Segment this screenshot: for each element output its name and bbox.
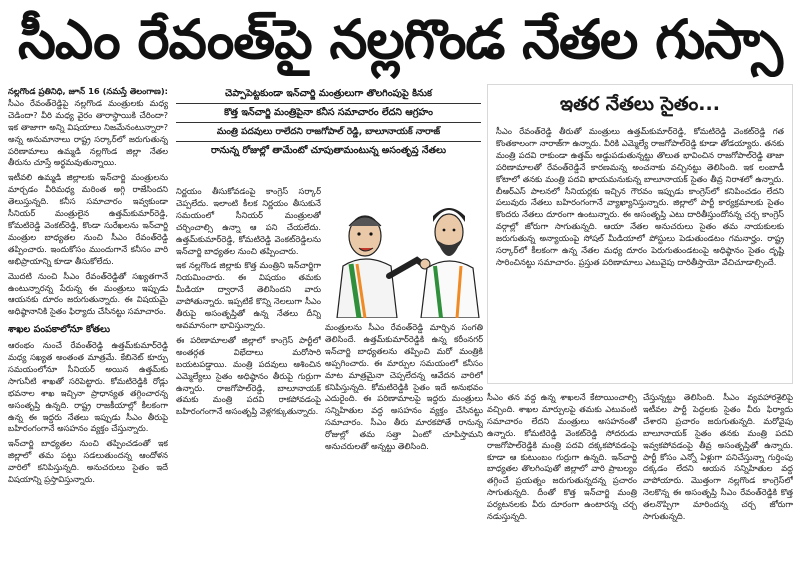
right-column-2: చేస్తున్నట్టు తెలిసింది. సీఎం వ్యవహారశైలిపై ఇటీవల పార్టీ పెద్దలకు సైతం వీరు ఫిర్యాదు చేశారని ప్రచారం జరుగుతున్నది. మరోవైపు బాలూనాయక్ సైతం తనకు మంత్రి పదవి ఇవ్వకపోవడంపై తీవ్ర అసంతృప్తితో ఉన్నారు. పార్టీ కోసం ఎన్నో ఏళ్లుగా పనిచేస్తున్నా గుర్తింపు దక్కడం లేదని ఆయన సన్నిహితుల వద్ద వాపోయారు. మొత్తంగా నల్లగొండ కాంగ్రెస్‌లో నెలకొన్న ఈ అసంతృప్తి సీఎం రేవంత్‌రెడ్డికి కొత్త తలనొప్పిగా మారిందన్న చర్చ జోరుగా సాగుతున్నది.: [643, 392, 793, 522]
mid-paragraph-3: ఈ పరిణామాలతో జిల్లాలో కాంగ్రెస్ పార్టీలో అంతర్గత విభేదాలు మరోసారి బయటపడ్డాయి. మంత్రి పదవులు ఆశించిన ఎమ్మెల్యేలు సైతం అధిష్ఠానం తీరుపై గుర్రుగా ఉన్నారు. రాజగోపాల్‌రెడ్డి, బాలూనాయక్ తమకు మంత్రి పదవి రాకపోవడంపై బహిరంగంగానే అసంతృప్తి వెళ్లగక్కుతున్నారు.: [176, 334, 321, 417]
mid-paragraph-2: ఇక నల్లగొండ జిల్లాకు కొత్త మంత్రిని ఇన్‌చార్జిగా నియమించారు. ఈ విషయం తమకు మీడియా ద్వారానే తెలిసిందని వారు వాపోతున్నారు. ఇప్పటికే కొన్ని నెలలుగా సీఎం తీరుపై అసంతృప్తితో ఉన్న నేతలు దీన్ని అవమానంగా భావిస్తున్నారు.: [176, 260, 321, 330]
left-paragraph-1: [8, 86, 168, 169]
headline: సీఎం రేవంత్‌పై నల్లగొండ నేతల గుస్సా: [18, 8, 782, 71]
deck-line-2: కొత్త ఇన్‌చార్జి మంత్రిపైనా కనీస సమాచారం లేదని ఆగ్రహం: [224, 107, 433, 118]
left-paragraph-3: మొదటి నుంచి సీఎం రేవంత్‌రెడ్డితో సఖ్యతగానే ఉంటున్నారన్న పేరున్న ఈ మంత్రులు ఇప్పుడు ఆయనకు దూరం జరుగుతున్నారు. ఈ విషయమై అధిష్ఠానానికి సైతం ఫిర్యాదు చేసినట్టు సమాచారం.: [8, 270, 168, 317]
left-paragraph-5: ఇన్‌చార్జి బాధ్యతల నుంచి తప్పించడంతో ఇక జిల్లాలో తమ పట్టు సడలుతుందన్న ఆందోళన వారిలో కనిపిస్తున్నది. అనుచరులు సైతం ఇదే విషయాన్ని ప్రస్తావిస్తున్నారు.: [8, 438, 168, 485]
box-title: ఇతర నేతలు సైతం...: [560, 93, 720, 115]
deck-line-3: మంత్రి పదవులు రాలేదని రాజగోపాల్ రెడ్డి, బాలూనాయక్ నారాజ్: [216, 127, 441, 137]
deck-divider: [176, 122, 481, 123]
cartoon-svg: [325, 186, 483, 318]
left-column: [8, 86, 168, 570]
deck-highlights: [176, 88, 481, 180]
dateline: నల్లగొండ ప్రతినిధి, జూన్ 16 (నమస్తే తెలంగాణ):: [8, 86, 168, 96]
right-column-1: సీఎం తన వద్ద ఉన్న శాఖలనే కేటాయించాల్సి వచ్చింది. శాఖల మార్పులపై తమకు ఎటువంటి సమాచారం లేదని మంత్రులు అసహనంతో ఉన్నారు. కోమటిరెడ్డి వెంకట్‌రెడ్డి సోదరుడు రాజగోపాల్‌రెడ్డికి మంత్రి పదవి దక్కకపోవడంపై కూడా ఆ కుటుంబం గుర్రుగా ఉన్నది. ఇన్‌చార్జి బాధ్యతల తొలగింపుతో జిల్లాలో వారి ప్రాబల్యం తగ్గించే ప్రయత్నం జరుగుతున్నదన్న ప్రచారం సాగుతున్నది. దీంతో కొత్త ఇన్‌చార్జి మంత్రి పర్యటనలకు వీరు దూరంగా ఉంటారన్న చర్చ నడుస్తున్నది.: [487, 392, 637, 522]
mid-paragraph-1: నిర్ణయం తీసుకోవడంపై కాంగ్రెస్ సర్కార్ చెప్పలేదు. ఇలాంటి కీలక నిర్ణయం తీసుకునే సమయంలో సీనియర్ మంత్రులతో చర్చించాల్సి ఉన్నా ఆ పని చేయలేదు. ఉత్తమ్‌కుమార్‌రెడ్డి, కోమటిరెడ్డి వెంకట్‌రెడ్డిలను ఇన్‌చార్జి బాధ్యతల నుంచి తప్పించారు.: [176, 186, 321, 256]
sidebar-box: [487, 84, 793, 384]
deck-divider: [176, 141, 481, 142]
left-subhead: శాఖల పంపకాలోనూ కోతలు: [8, 324, 111, 336]
deck-line-1: చెప్పాపెట్టకుండా ఇన్‌చార్జి మంత్రులుగా తొలగింపుపై కినుక: [225, 88, 432, 99]
middle-column: [176, 186, 321, 570]
left-paragraph-1-text: సీఎం రేవంత్‌రెడ్డిపై నల్లగొండ మంత్రులకు మధ్య చెడిందా? వీరి మధ్య వైరం తారాస్థాయికి చేరిందా? ఇక తాజాగా అన్ని విషయాలు నిజమేనంటున్నారా? అన్న అనుమానాలు రాష్ట్ర సర్కార్‌లో జరుగుతున్న పరిణామాలు ఉమ్మడి నల్లగొండ జిల్లా నేతల తీరును చూస్తే అర్థమవుతున్నాయి.: [8, 97, 168, 168]
speaking-politician-figure: [337, 216, 430, 318]
left-paragraph-2: ఇటీవలి ఉమ్మడి జిల్లాలకు ఇన్‌చార్జి మంత్రులను మార్చడం వీరిమధ్య మరింత అగ్గి రాజేసిందని తెలుస్తున్నది. కనీస సమాచారం ఇవ్వకుండా సీనియర్ మంత్రులైన ఉత్తమ్‌కుమార్‌రెడ్డి, కోమటిరెడ్డి వెంకట్‌రెడ్డి, కొండా సురేఖలను ఇన్‌చార్జి మంత్రుల బాధ్యతల నుంచి సీఎం రేవంత్‌రెడ్డి తప్పించారు. ఇందుకోసం ముందుగానే కనీసం వారి అభిప్రాయాన్ని కూడా తీసుకోలేదు.: [8, 172, 168, 266]
deck-divider: [176, 103, 481, 104]
left-paragraph-4: ఆరంభం నుంచే రేవంత్‌రెడ్డి ఉత్తమ్‌కుమార్‌రెడ్డి మధ్య సఖ్యత అంతంత మాత్రమే. కేబినెట్ కూర్పు సమయంలోనూ సీనియర్ అయిన ఉత్తమ్‌కు సాగునీటి శాఖతో సరిపెట్టారు. కోమటిరెడ్డికి రోడ్లు భవనాల శాఖ ఇచ్చినా ప్రాధాన్యత తగ్గించారన్న అసంతృప్తి ఉన్నది. రాష్ట్ర రాజకీయాల్లో కీలకంగా ఉన్న ఈ ఇద్దరు నేతలు ఇప్పుడు సీఎం తీరుపై బహిరంగంగానే అసహనం వ్యక్తం చేస్తున్నారు.: [8, 340, 168, 434]
box-text: సీఎం రేవంత్‌రెడ్డి తీరుతో మంత్రులు ఉత్తమ్‌కుమార్‌రెడ్డి, కోమటిరెడ్డి వెంకట్‌రెడ్డి గత కొంతకాలంగా నారాజ్‌గా ఉన్నారు. వీరికి ఎమ్మెల్యే రాజగోపాల్‌రెడ్డి కూడా తోడయ్యారు. తనకు మంత్రి పదవి రాకుండా ఉత్తమ్ అడ్డుపడుతున్నట్టు తొలుత భావించిన రాజగోపాల్‌రెడ్డి తాజా పరిణామాలతో రేవంత్‌రెడ్డినే కారణమన్న అంచనాకు వచ్చినట్టు తెలిసింది. ఇక లంబాడీ కోటాలో తనకు మంత్రి పదవి ఖాయమనుకున్న బాలూనాయక్ సైతం తీవ్ర నిరాశలో ఉన్నారు. బీఆర్ఎస్ పాలనలో సీనియర్లకు ఇచ్చిన గౌరవం ఇప్పుడు కాంగ్రెస్‌లో కనిపించడం లేదని పలువురు నేతలు బహిరంగంగానే వ్యాఖ్యానిస్తున్నారు. జిల్లాలో పార్టీ కార్యక్రమాలకు సైతం కొందరు నేతలు దూరంగా ఉంటున్నారు. ఈ అసంతృప్తి ఎటు దారితీస్తుందోనన్న చర్చ కాంగ్రెస్ వర్గాల్లో జోరుగా సాగుతున్నది. ఆయా నేతల అనుచరులు సైతం తమ నాయకులకు జరుగుతున్న అన్యాయంపై సోషల్ మీడియాలో పోస్టులు పెడుతుండటం గమనార్హం. రాష్ట్ర సర్కార్‌లో కీలకంగా ఉన్న నేతల మధ్య దూరం పెరుగుతుండటంపై అధిష్ఠానం సైతం దృష్టి సారించినట్టు సమాచారం. ప్రస్తుత పరిణామాలు ఎటువైపు దారితీస్తాయో వేచిచూడాల్సిందే.: [496, 126, 784, 267]
cartoon-illustration: [325, 186, 483, 318]
middle-column-2: మంత్రులను సీఎం రేవంత్‌రెడ్డి మార్చిన సంగతి తెలిసిందే. ఉత్తమ్‌కుమార్‌రెడ్డికి ఉన్న కరీంనగర్ ఇన్‌చార్జి బాధ్యతలను తప్పించి మరో మంత్రికి అప్పగించారు. ఈ మార్పుల సమయంలో కనీసం మాట మాత్రమైనా చెప్పలేదన్న ఆవేదన వారిలో కనిపిస్తున్నది. కోమటిరెడ్డికి సైతం ఇదే అనుభవం ఎదురైంది. ఈ పరిణామాలపై ఇద్దరు మంత్రులు సన్నిహితుల వద్ద అసహనం వ్యక్తం చేసినట్టు సమాచారం. సీఎం తీరు మారకపోతే రానున్న రోజుల్లో తమ సత్తా ఏంటో చూపిస్తామని అనుచరులతో అన్నట్టు తెలిసింది.: [325, 322, 483, 452]
deck-line-4: రానున్న రోజుల్లో తామేంటో చూపుతామంటున్న అసంతృప్త నేతలు: [210, 145, 447, 156]
